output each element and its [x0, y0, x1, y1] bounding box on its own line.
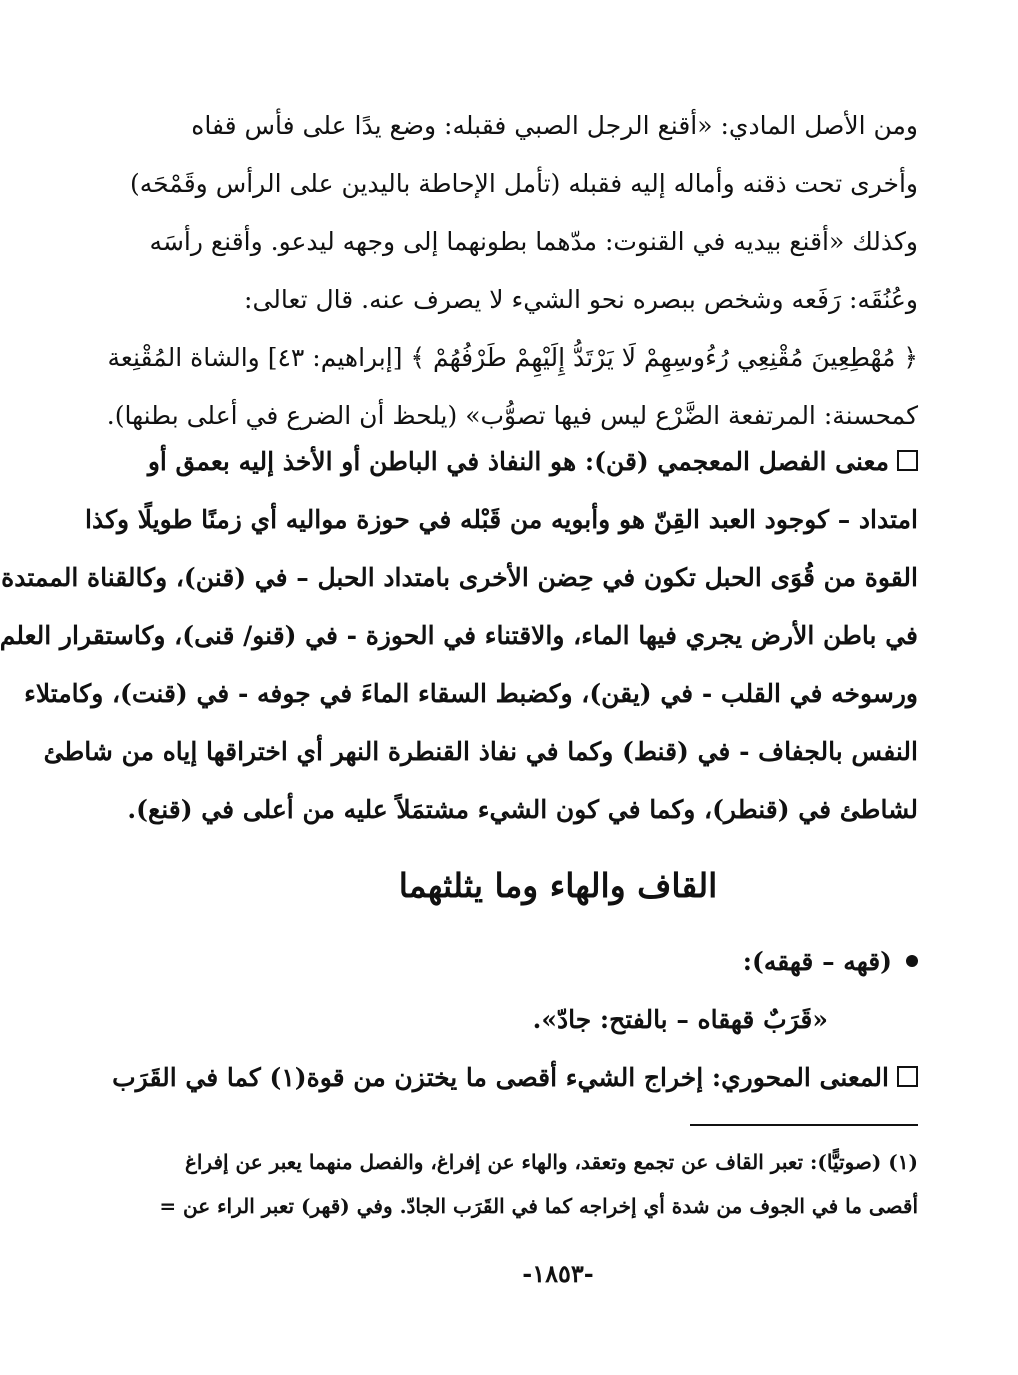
- square-bullet-icon: [897, 450, 918, 471]
- text-line: كمحسنة: المرتفعة الضَّرْع ليس فيها تصوُّب» (يلحظ أن الضرع في أعلى بطنها).: [106, 401, 918, 430]
- text-line: وعُنُقَه: رَفَعه وشخص ببصره نحو الشيء لا يصرف عنه. قال تعالى:: [244, 285, 918, 314]
- entry-meaning-line: [112, 1049, 918, 1107]
- text-line: ﴿ مُهْطِعِينَ مُقْنِعِي رُءُوسِهِمْ لَا يَرْتَدُّ إِلَيْهِمْ طَرْفُهُمْ ﴾ [إبراهيم: ٤٣] والشاة المُقْنِعة: [107, 343, 918, 372]
- text-line: وأخرى تحت ذقنه وأماله إليه فقبله (تأمل الإحاطة باليدين على الرأس وقَمْحَه): [129, 169, 918, 198]
- entry-qhh: [112, 933, 918, 1107]
- square-bullet-icon: [897, 1066, 918, 1087]
- text-line: ومن الأصل المادي: «أقنع الرجل الصبي فقبله: وضع يدًا على فأس قفاه: [191, 111, 918, 140]
- entry-meaning: المعنى المحوري: إخراج الشيء أقصى ما يختزن من قوة(١) كما في القَرَب: [112, 1063, 889, 1092]
- page-number: -١٨٥٣-: [522, 1259, 594, 1288]
- text-line: لشاطئ في (قنطر)، وكما في كون الشيء مشتمَلاً عليه من أعلى في (قنع).: [127, 795, 918, 824]
- entry-title-line: [198, 933, 918, 991]
- text-line: [147, 433, 918, 491]
- text-line: وكذلك «أقنع بيديه في القنوت: مدّهما بطونهما إلى وجهه ليدعو. وأقنع رأسَه: [149, 227, 918, 256]
- text-line: ورسوخه في القلب - في (يقن)، وكضبط السقاء الماءَ في جوفه - في (قنت)، وكامتلاء: [24, 679, 918, 708]
- entry-title: (قهه – قهقه):: [742, 947, 892, 976]
- text-line: القوة من قُوَى الحبل تكون في حِضن الأخرى بامتداد الحبل – في (قنن)، وكالقناة الممتدة: [1, 563, 918, 592]
- entry-quote: «قَرَبٌ قهقاه – بالفتح: جادّ».: [532, 1005, 828, 1034]
- footnote-divider: [690, 1124, 918, 1126]
- text-line: في باطن الأرض يجري فيها الماء، والاقتناء في الحوزة - في (قنو/ قنى)، وكاستقرار العلم: [0, 621, 918, 650]
- footnote: [159, 1140, 918, 1228]
- footnote-line: (١) (صوتيًّا): تعبر القاف عن تجمع وتعقد، والهاء عن إفراغ، والفصل منهما يعبر عن إفراغ: [184, 1150, 918, 1174]
- paragraph-lexical-meaning: [0, 433, 918, 839]
- footnote-line: أقصى ما في الجوف من شدة أي إخراجه كما في القَرَب الجادّ. وفي (قهر) تعبر الراء عن =: [159, 1194, 918, 1218]
- paragraph-material-origin: [106, 97, 918, 445]
- text-line: امتداد – كوجود العبد القِنّ هو وأبويه من قَبْله في حوزة مواليه أي زمنًا طويلًا وكذا: [85, 505, 918, 534]
- bullet-icon: [906, 955, 918, 967]
- text-line: النفس بالجفاف - في (قنط) وكما في نفاذ القنطرة النهر أي اختراقها إياه من شاطئ: [43, 737, 918, 766]
- text-line-content: معنى الفصل المعجمي (قن): هو النفاذ في الباطن أو الأخذ إليه بعمق أو: [147, 447, 889, 476]
- section-heading: القاف والهاء وما يثلثهما: [398, 866, 718, 905]
